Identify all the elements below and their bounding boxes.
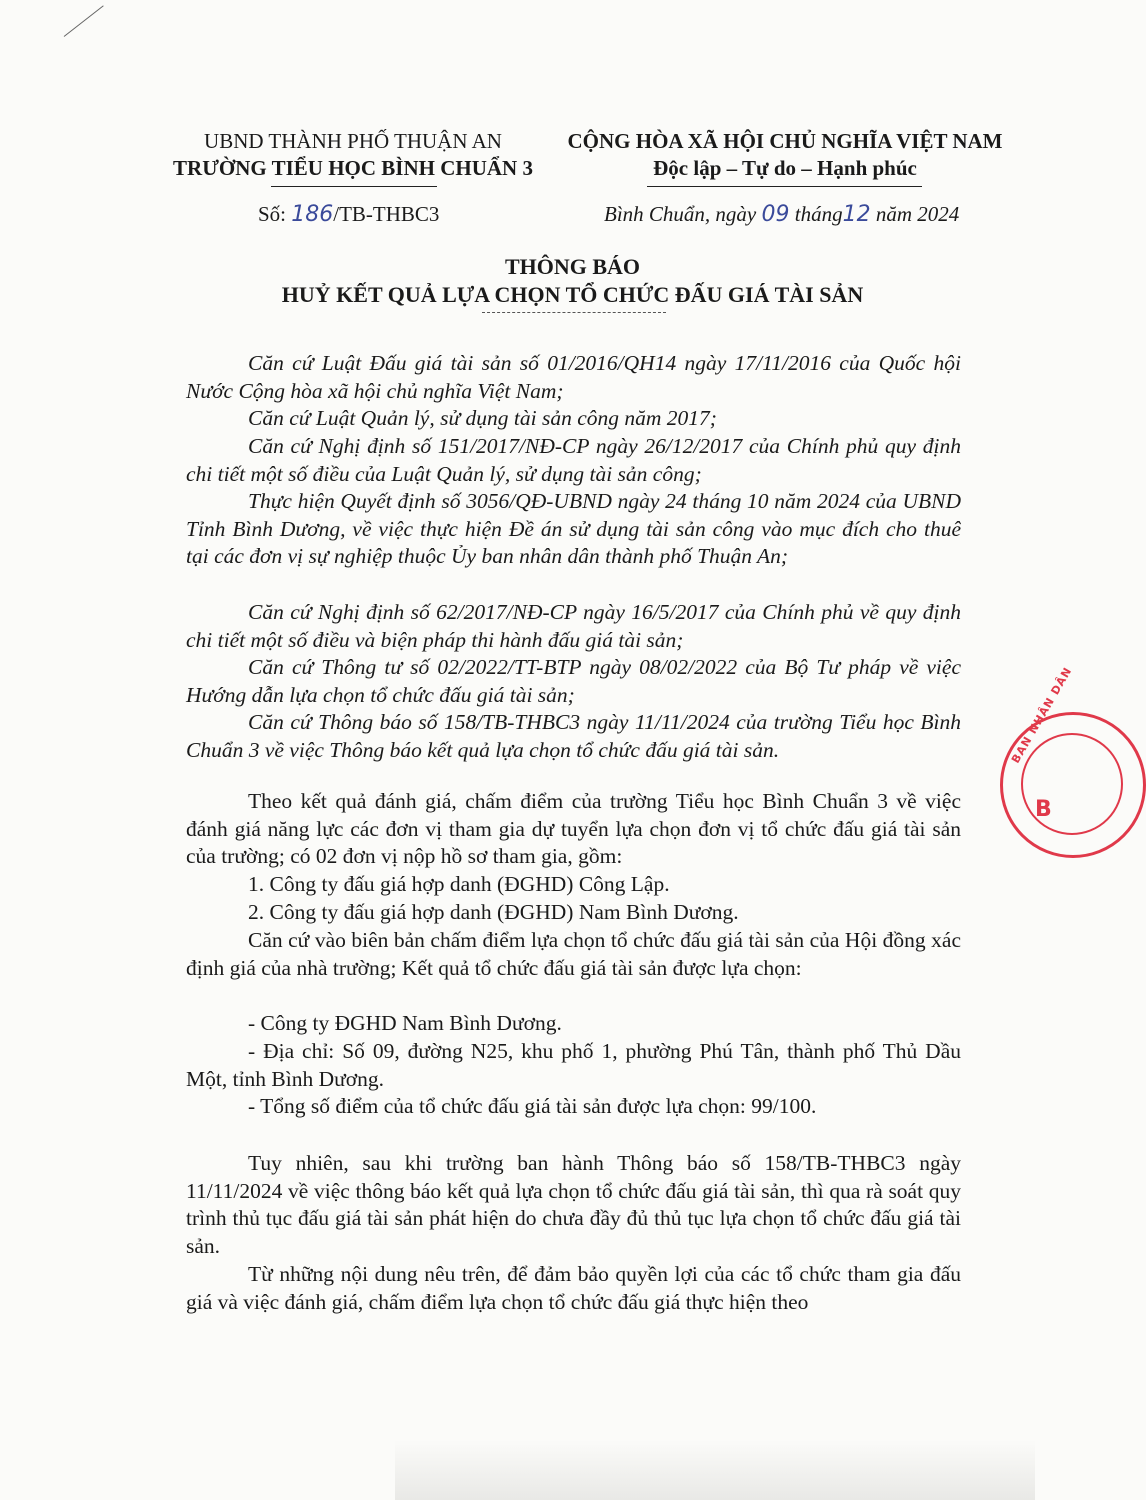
official-seal: [1000, 664, 1146, 858]
country-name: CỘNG HÒA XÃ HỘI CHỦ NGHĨA VIỆT NAM: [567, 129, 1003, 153]
handwritten-number: 186: [291, 202, 334, 227]
basis-2: Căn cứ Luật Quản lý, sử dụng tài sản công năm 2017;: [248, 406, 717, 430]
national-motto-block: [555, 128, 1015, 182]
total-score: - Tổng số điểm của tổ chức đấu giá tài sản được lựa chọn: 99/100.: [248, 1094, 817, 1118]
paragraph-conclusion: Từ những nội dung nêu trên, để đảm bảo quyền lợi của các tổ chức tham gia đấu giá và việc đánh giá, chấm điểm lựa chọn tổ chức đấu giá thực hiện theo: [186, 1262, 961, 1314]
list-item: 1. Công ty đấu giá hợp danh (ĐGHD) Công Lập.: [248, 872, 670, 896]
basis-6: Căn cứ Thông tư số 02/2022/TT-BTP ngày 08/02/2022 của Bộ Tư pháp về việc Hướng dẫn lựa chọn tổ chức đấu giá tài sản;: [186, 655, 961, 707]
basis-3: Căn cứ Nghị định số 151/2017/NĐ-CP ngày 26/12/2017 của Chính phủ quy định chi tiết một số điều của Luật Quản lý, sử dụng tài sản công;: [186, 434, 961, 486]
basis-4: Thực hiện Quyết định số 3056/QĐ-UBND ngày 24 tháng 10 năm 2024 của UBND Tỉnh Bình Dương, về việc thực hiện Đề án sử dụng tài sản công vào mục đích cho thuê tại các đơn vị sự nghiệp thuộc Ủy ban nhân dân thành phố Thuận An;: [186, 489, 961, 568]
basis-1: Căn cứ Luật Đấu giá tài sản số 01/2016/QH14 ngày 17/11/2016 của Quốc hội Nước Cộng hòa xã hội chủ nghĩa Việt Nam;: [186, 351, 961, 403]
title-line1: THÔNG BÁO: [504, 254, 641, 279]
seal-letter: B: [1035, 797, 1052, 822]
paragraph-review: Tuy nhiên, sau khi trường ban hành Thông báo số 158/TB-THBC3 ngày 11/11/2024 về việc thông báo kết quả lựa chọn tổ chức đấu giá tài sản, thì qua rà soát quy trình thủ tục đấu giá tài sản phát hiện do chưa đầy đủ thủ tục lựa chọn tổ chức đấu giá tài sản.: [186, 1151, 961, 1258]
document-title: [150, 253, 995, 309]
issuer-block: [168, 128, 538, 182]
issuer-authority: UBND THÀNH PHỐ THUẬN AN: [204, 129, 502, 153]
issuer-school: TRƯỜNG TIỂU HỌC BÌNH CHUẨN 3: [173, 156, 533, 180]
paragraph-result: Căn cứ vào biên bản chấm điểm lựa chọn tổ chức đấu giá tài sản của Hội đồng xác định giá của nhà trường; Kết quả tổ chức đấu giá tài sản được lựa chọn:: [186, 928, 961, 980]
title-line2: HUỶ KẾT QUẢ LỰA CHỌN TỔ CHỨC ĐẤU GIÁ TÀI SẢN: [281, 282, 864, 307]
seal-text: BAN NHÂN DÂN: [1009, 664, 1075, 766]
pencil-mark: [64, 5, 104, 37]
basis-7: Căn cứ Thông báo số 158/TB-THBC3 ngày 11/11/2024 của trường Tiểu học Bình Chuẩn 3 về việc Thông báo kết quả lựa chọn tổ chức đấu giá tài sản.: [186, 710, 961, 762]
motto-underline: [647, 186, 922, 187]
scan-shadow: [395, 1440, 1035, 1500]
motto: Độc lập – Tự do – Hạnh phúc: [653, 156, 917, 180]
company-address: - Địa chỉ: Số 09, đường N25, khu phố 1, phường Phú Tân, thành phố Thủ Dầu Một, tỉnh Bình Dương.: [186, 1039, 961, 1091]
document-number: Số: 186/TB-THBC3: [258, 202, 440, 227]
handwritten-month: 12: [842, 202, 871, 227]
list-item: 2. Công ty đấu giá hợp danh (ĐGHD) Nam Bình Dương.: [248, 900, 739, 924]
date-line: Bình Chuẩn, ngày 09 tháng12 năm 2024: [604, 202, 960, 227]
issuer-underline: [271, 186, 437, 187]
selected-company: - Công ty ĐGHD Nam Bình Dương.: [248, 1011, 562, 1035]
handwritten-day: 09: [761, 202, 790, 227]
title-divider: [482, 312, 666, 313]
basis-5: Căn cứ Nghị định số 62/2017/NĐ-CP ngày 16/5/2017 của Chính phủ về quy định chi tiết một số điều và biện pháp thi hành đấu giá tài sản;: [186, 600, 961, 652]
paragraph-evaluation: Theo kết quả đánh giá, chấm điểm của trường Tiểu học Bình Chuẩn 3 về việc đánh giá năng lực các đơn vị tham gia dự tuyển lựa chọn đơn vị tổ chức đấu giá tài sản của trường; có 02 đơn vị nộp hồ sơ tham gia, gồm:: [186, 789, 961, 868]
